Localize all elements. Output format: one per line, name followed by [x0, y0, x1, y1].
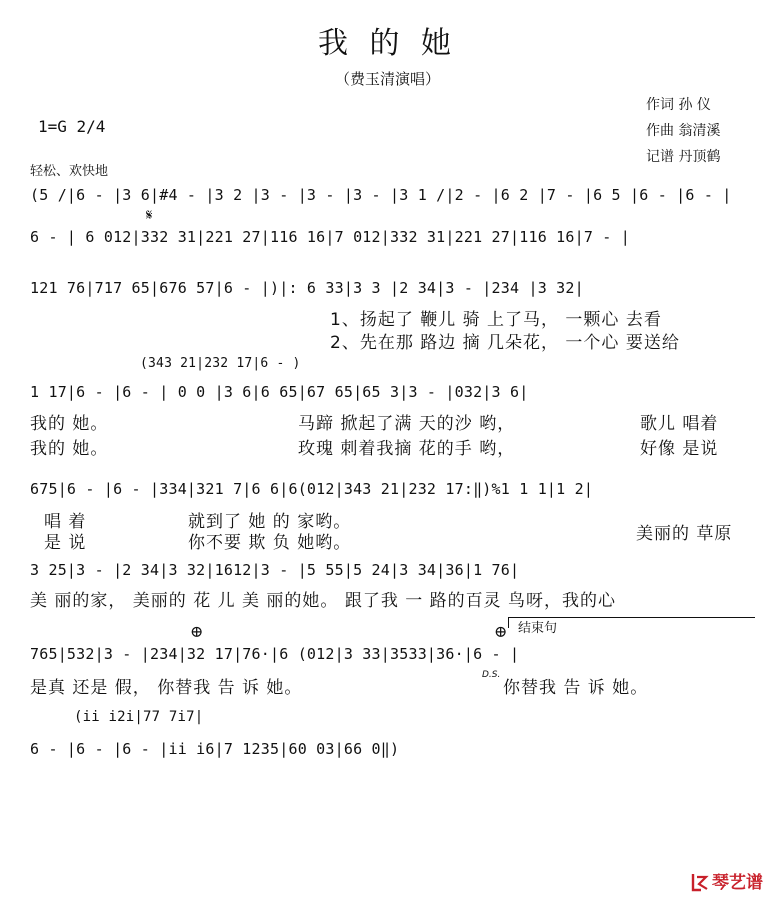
lyric-verse1-a: 1、扬起了 鞭儿 骑 上了马， 一颗心 去看 — [330, 310, 662, 330]
coda-mark-1: ⊕ — [190, 622, 204, 641]
credits — [646, 92, 720, 170]
lyricist-credit: 作词 孙 仪 — [646, 97, 711, 113]
song-subtitle: （费玉清演唱） — [334, 70, 440, 88]
lyric-verse2-b: 我的 她。 — [30, 439, 109, 459]
lyric-verse2-a: 2、先在那 路边 摘 几朵花， 一个心 要送给 — [330, 333, 680, 353]
composer-credit: 作曲 翁清溪 — [646, 123, 721, 139]
lyric-verse2-f: 你不要 欺 负 她哟。 — [188, 533, 352, 553]
notation-line-3: 121 76|717 65|676 57|6 - |)|: 6 33|3 3 |2 34|3 - |234 |3 32| — [30, 279, 584, 297]
tempo-marking: 轻松、欢快地 — [30, 164, 109, 179]
notation-line-8-accompaniment: (ii i2i|77 7i7| — [74, 709, 204, 725]
watermark-text: 琴艺谱 — [712, 873, 763, 893]
lyric-verse1-c: 马蹄 掀起了满 天的沙 哟， — [298, 414, 516, 434]
notation-line-6: 3 25|3 - |2 34|3 32|1612|3 - |5 55|5 24|3 34|36|1 76| — [30, 561, 520, 579]
notation-line-4: 1 17|6 - |6 - | 0 0 |3 6|6 65|67 65|65 3|3 - |032|3 6| — [30, 383, 529, 401]
lyric-refrain: 美 丽的家， 美丽的 花 儿 美 丽的她。 跟了我 一 路的百灵 鸟呀，我的心 — [30, 591, 617, 611]
lyric-refrain-start: 美丽的 草原 — [636, 524, 733, 544]
key-signature: 1=G 2/4 — [38, 117, 106, 136]
watermark — [691, 868, 763, 893]
notation-line-1: (5 /|6 - |3 6|#4 - |3 2 |3 - |3 - |3 - |3 1 /|2 - |6 2 |7 - |6 5 |6 - |6 - | — [30, 186, 732, 204]
notation-line-2: 6 - | 6 012|332 31|221 27|116 16|7 012|332 31|221 27|116 16|7 - | — [30, 228, 630, 246]
segno-mark: 𝄋 — [146, 206, 153, 224]
notation-line-8: 6 - |6 - |6 - |ii i6|7 1235|60 03|66 0‖) — [30, 740, 400, 758]
notation-line-7: 765|532|3 - |234|32 17|76·|6 (012|3 33|3533|36·|6 - | — [30, 645, 520, 663]
lyric-verse2-d: 好像 是说 — [640, 439, 719, 459]
notation-line-5: 675|6 - |6 - |334|321 7|6 6|6(012|343 21|232 17:‖)%1 1 1|1 2| — [30, 480, 594, 498]
lyric-verse1-e: 唱 着 — [44, 512, 87, 532]
song-title: 我 的 她 — [317, 26, 458, 61]
lyric-verse1-d: 歌儿 唱着 — [640, 414, 719, 434]
lyric-verse2-c: 玫瑰 刺着我摘 花的手 哟， — [298, 439, 516, 459]
lyric-verse1-f: 就到了 她 的 家哟。 — [188, 512, 352, 532]
lyric-verse-end-b: 你替我 告 诉 她。 — [503, 678, 649, 698]
transcriber-credit: 记谱 丹顶鹤 — [646, 149, 721, 165]
qinyipu-logo-icon — [691, 872, 709, 892]
coda-mark-2: ⊕ — [494, 622, 508, 641]
lyric-verse2-e: 是 说 — [44, 533, 87, 553]
dal-segno-mark: D.S. — [482, 670, 501, 680]
lyric-verse-end-a: 是真 还是 假， 你替我 告 诉 她。 — [30, 678, 303, 698]
ending-label: 结束句 — [518, 621, 558, 636]
notation-line-4-interlude: (343 21|232 17|6 - ) — [140, 356, 301, 371]
lyric-verse1-b: 我的 她。 — [30, 414, 109, 434]
